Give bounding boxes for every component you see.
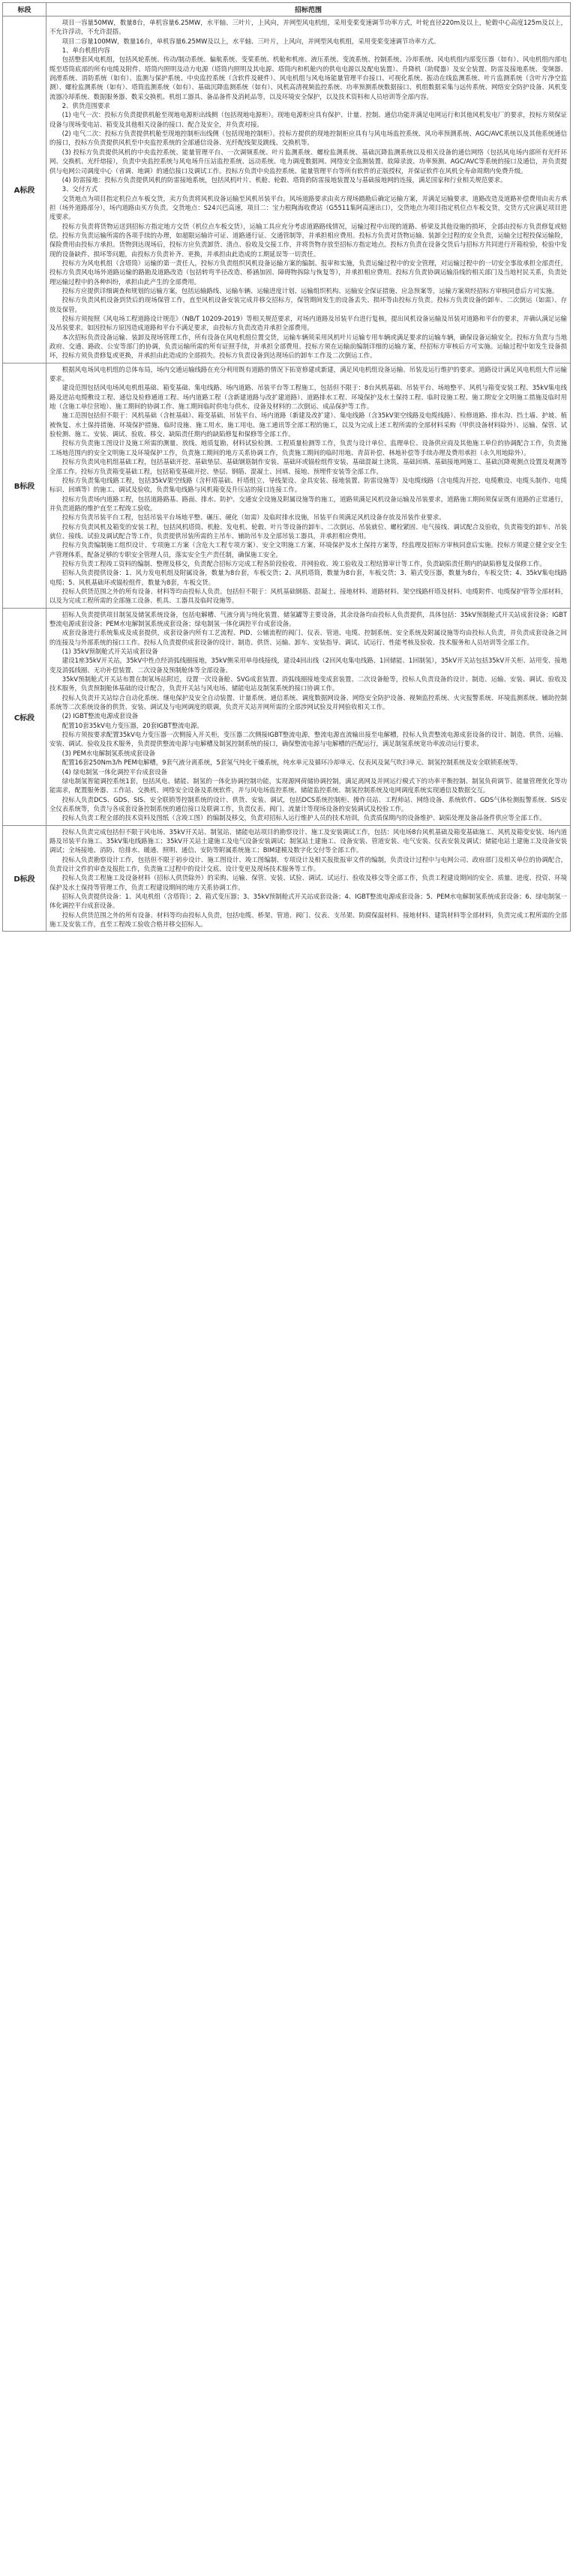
scope-paragraph: (1) 电气一次：投标方负责提供机舱至现地电源柜出线侧（包括现地电源柜）。现地电源柜应具有保护、计量、控制、通信功能并满足电网运行和其他风机发电厂的要求，投标方须保证设备与现场变电站、箱变及其他相关设备的接口、配合及安全，并负责对接。 [50, 111, 567, 128]
scope-paragraph: (2) 电气二次：投标方负责提供机舱至现地控制柜出线侧（包括现地控制柜）。投标方提供的现地控制柜应具有与风电场监控系统、风功率预测系统、AGC/AVC系统以及其他系统通信的接口，投标方负责提供风机至中央监控系统的全部通信设备、光纤配线架及跳线、交换机等。 [50, 130, 567, 147]
scope-paragraph: 配置10套35kV电力变压器，20套IGBT整流电源。 [62, 721, 203, 729]
scope-paragraph: 根据风电场风电机组的总体布局，场内交通运输线路在充分利用既有道路的情况下拓宽修建或新建，满足风电机组设备运输、吊装及运行维护的要求。道路设计满足风电机组大件运输要求。 [50, 365, 567, 383]
scope-paragraph: 施工范围包括但不限于：风机基础（含桩基础）、箱变基础、吊装平台、场内道路（新建及改扩建）、集电线路（含35kV架空线路及电缆线路）、检修道路、排水沟、挡土墙、护坡、植被恢复、水土保持措施、环境保护措施、临时设施、施工用水、施工用电、施工通讯等全部工程的施工，以及为完成上述工程所需的全部材料采购（甲供设备材料除外）、运输、保管、试验检测、施工、安装、调试、验收、移交、缺陷责任期内的缺陷修复和保修等全部工作。 [50, 411, 567, 438]
scope-paragraph: 投标人供货范围之外的所有设备、材料等均由投标人负责。包括但不限于：风机基础钢筋、混凝土、接地材料、道路材料、架空线路杆塔及材料、电缆附件、电缆保护管等全部材料，以及为完成工程所需的全部施工设备、机具、工器具及临时设施等。 [50, 587, 567, 605]
table-row [3, 16, 571, 364]
scope-cell [46, 608, 571, 825]
scope-paragraph: 投标方负责施工图设计及施工所需的测量、放线、地质复勘、材料试验检测、工程质量检测等工作，负责与设计单位、监理单位、设备供应商及其他施工单位的协调配合工作，负责施工场地范围内的安全文明施工及环境保护工作，负责施工期间的地方关系协调工作，负责施工期间的临时用地、青苗补偿、林地补偿等手续办理及费用承担（永久用地除外）。 [50, 439, 567, 456]
tender-document [2, 2, 571, 932]
scope-paragraph: 投标方负责风机设备到货后的现场保管工作，直至风机设备安装完成并移交招标方，保管期间发生的设备丢失、损坏等由投标方负责。投标方负责设备的卸车、二次倒运（如需）、存放及保管。 [50, 296, 567, 313]
scope-paragraph: 本次招标负责设备运输、装卸及现场管理工作，所有设备在风电机组位置交货，运输车辆须采用风机叶片运输专用车辆或满足要求的运输车辆，确保设备运输安全。投标方负责与当地政府、交通、路政、公安等部门的协调，负责运输所需的所有证照手续，并承担全部费用。投标方须在运输前编制详细的运输方案，经招标方审核后方可实施。运输过程中如发生设备损坏，投标方须负责修复或更换，并承担由此造成的全部损失。投标方负责设备到达现场后的卸车工作及二次倒运工作。 [50, 333, 567, 360]
scope-paragraph: 招标人负责提供设备：1、风电机组（含塔筒）；2、箱式变压器；3、35kV预制舱式开关站成套设备；4、IGBT整流电源成套设备；5、PEM水电解制氢系统成套设备；6、绿电制氢一体化调控平台成套设备。 [50, 892, 567, 910]
scope-paragraph: 投标方为风电机组（含塔筒）运输的第一责任人，投标方负责组织风机设备运输方案的编制、报审和实施，负责运输过程中的安全管理，对运输过程中的一切安全事故承担全部责任。投标方负责风电场外道路运输的路勘及道路改造（包括转弯半径改造、桥涵加固、障碍物拆除与恢复等），并承担相应费用。投标方负责协调运输沿线的相关部门及当地村民关系，负责处理运输过程中的各种纠纷，承担由此产生的全部费用。 [50, 259, 567, 286]
scope-paragraph: 建设1座35kV开关站，35kV中性点经消弧线圈接地，35kV侧采用单母线接线，建设4回出线（2回风电集电线路、1回储能、1回制氢），35kV开关站包括35kV开关柜、站用变、接地变及消弧线圈、无功补偿装置、二次设备及预制舱体等全部设备。 [50, 657, 567, 674]
scope-paragraph: 投标方应提供详细调查和规划的运输方案，包括运输路线、运输车辆、运输进度计划、运输组织机构、运输安全保证措施、应急预案等，运输方案须经招标方审核同意后方可实施。 [62, 286, 559, 295]
scope-paragraph: 投标方负责编制施工组织设计、专项施工方案（含危大工程专项方案）、安全文明施工方案、环境保护及水土保持方案等，经监理及招标方审核同意后实施。投标方须建立健全安全生产管理体系，配备足够的专职安全管理人员，落实安全生产责任制，确保施工安全。 [50, 541, 567, 558]
segment-label: B标段 [3, 363, 46, 608]
scope-paragraph: 投标方须按要求配置35kV电力变压器一次侧接入开关柜，变压器二次侧接IGBT整流电源，整流电源直流输出接至电解槽，投标人负责整流电源成套设备的设计、制造、供货、运输、安装、调试、验收及技术服务，负责提供整流电源与电解槽及制氢控制系统的接口，确保整流电源与电解槽的匹配运行，满足制氢系统宽功率波动运行要求。 [50, 731, 567, 748]
scope-paragraph: 投标方负责工程竣工资料的编制、整理及移交，负责配合招标方完成工程各阶段验收、并网验收、竣工验收及工程结算审计等工作，负责缺陷责任期内的缺陷修复及保修工作。 [62, 559, 546, 567]
table-row [3, 363, 571, 608]
scope-paragraph: 包括整套风电机组，包括风轮系统、传动/制动系统、偏航系统、变桨系统、机舱和机座、液压系统、变流系统、控制系统、冷却系统、风电机组内部变压器（如有）、风电机组内部电缆至塔筒底部的所有电缆及附件、塔筒内照明及动力电源（塔筒内照明及其电源、塔筒内和机舱内的供电电源以及配电装置）、升降机（助爬器）及安全装置、防雷及接地系统、变频器、润滑系统、消防系统（如有）、监测与保护系统、中央监控系统（含软件及硬件）、风电机组与风电场能量管理平台接口、可视化系统、振动在线监测系统、叶片监测系统（含叶片净空监测）、螺栓监测系统（如有）、塔筒监测系统（如有）、基础沉降监测系统（如有）、风机高清视频监控系统、功率预测系统数据接口、机组数据采集与远传系统、网络安全防护设备、风机变流器冷却系统、数据服务器、数采交换机、机组工器具、备品备件及消耗品等，以及环境安全保护，以及技术资料和人员培训等全部内容。 [50, 55, 567, 100]
header-scope: 招标范围 [46, 3, 571, 16]
scope-paragraph: 投标人供货范围之外的所有设备、材料等均由投标人负责，包括电缆、桥架、管道、阀门、仪表、支吊架、防腐保温材料、接地材料、建筑材料等全部材料，负责完成工程所需的全部施工及安装工作，直至工程竣工验收合格并移交招标人。 [50, 911, 567, 928]
scope-paragraph: 配置16套250Nm3/h PEM电解槽，9套气液分离系统，5套氢气纯化干燥系统，纯水单元及循环冷却单元、仪表风及氮气吹扫单元、制氢控制系统及安全联锁系统等。 [62, 758, 522, 767]
scope-paragraph: 招标人负责提供设备：1、风力发电机组及附属设备，数量为8台套，车板交货；2、风机塔筒，数量为8台套，车板交货；3、箱式变压器，数量为8台，车板交货；4、35kV集电线路电缆；5、风机基础环或锚栓组件，数量为8套，车板交货。 [50, 569, 567, 586]
table-header-row [3, 3, 571, 16]
scope-cell [46, 16, 571, 364]
scope-paragraph: 投标方负责吊装平台工程，包括吊装平台场地平整、碾压、硬化（如需）及临时排水设施，吊装平台须满足风机设备存放及吊装作业要求。 [62, 513, 446, 522]
scope-paragraph: 招标人负责提供项目制氢及储氢系统设备，包括电解槽、气液分离与纯化装置、储氢罐等主要设备，其余设备均由投标人负责提供，具体包括：35kV预制舱式开关站成套设备；IGBT整流电源成套设备；PEM水电解制氢系统成套设备；绿电制氢一体化调控平台成套设备。 [50, 610, 567, 627]
scope-paragraph: 投标人负责DCS、GDS、SIS、安全联锁等控制系统的设计、供货、安装、调试，包括DCS系统控制柜、操作员站、工程师站、网络设备、系统软件、GDS气体检测报警系统、SIS安全仪表系统等，负责与各成套设备控制系统的通信接口及联调工作，负责仪表、阀门、流量计等现场设备的安装调试及校验工作。 [50, 795, 567, 812]
scope-paragraph: (2) IGBT整流电源成套设备 [62, 712, 139, 720]
scope-paragraph: 交货地点为项目指定机位点车板交货，卖方负责将风机设备运输至风机吊装平台。风场道路要求由卖方现场踏勘后确定运输方案，并满足运输要求，道路改造及道路补偿费用由卖方承担（场外道路部分），场内道路由买方负责。交货地点：S24兴巴高速，项目二：宝力根陶海收费站（G5511集阿高速出口），交货地点为项目指定机位点车板交货，交货方式应满足项目进度要求。 [50, 194, 567, 221]
scope-paragraph: (3) PEM水电解制氢系统成套设备 [62, 749, 156, 757]
scope-paragraph: 绿电制氢智能调控系统1套，包括风电、储能、制氢的一体化协调控制功能，实现源网荷储协调控制，满足离网及并网运行模式下的功率平衡控制、制氢负荷调节、能量管理优化等功能需求，配置服务器、工作站、交换机、网络安全设备及系统软件，并与风电场监控系统、储能监控系统、制氢控制系统及电网调度系统实现通信及数据交互。 [50, 776, 567, 794]
scope-paragraph: 项目一容量50MW，数量8台，单机容量6.25MW，水平轴、三叶片，上风向，并网型风电机组，采用变桨变速调节功率方式，叶轮直径220m及以上，轮毂中心高度125m及以上，不允许浮动，不允许混搭。 [50, 19, 567, 36]
scope-paragraph: 投标方负责将货物运送到招标方指定地方交货（机位点车板交货），运输工具应充分考虑道路路线情况，运输过程中出现的道路、桥梁及其他设施的损坏，全部由投标方负责修复或赔偿。投标方负责运输所需的各项手续的办理，如超限运输许可证、道路通行证、交通管制等，并承担相应费用。投标方负责对货物运输、装卸全过程的安全负责，运输全过程投保运输险，保险费用由投标方承担。货物到达现场后，投标方应负责卸货、清点、验收及交接工作，并将货物存放至招标方指定地点。投标方负责在设备交货后与招标方共同进行开箱检验，检验中发现的设备缺件、损坏等问题，由投标方负责补齐、更换，并承担由此造成的工期延误等一切责任。 [50, 222, 567, 258]
segment-label: C标段 [3, 608, 46, 825]
tender-scope-table [2, 2, 571, 932]
scope-paragraph: 投标人负责勘察设计工作，包括但不限于初步设计、施工图设计、竣工图编制、专项设计及相关报批报审文件的编制，负责设计过程中与电网公司、政府部门及相关单位的协调配合，负责设计文件的审查及报批工作，负责施工过程中的设计交底、设计变更及现场技术服务等工作。 [50, 855, 567, 872]
scope-paragraph: 投标人负责开关站综合自动化系统、继电保护及安全自动装置、计量系统、通信系统、调度数据网设备、网络安全防护设备、视频监控系统、火灾报警系统、环境监测系统、辅助控制系统等二次系统设备的供货、安装、调试及与电网调度的联调，负责开关站并网所需的全部涉网试验及并网验收相关工作。 [50, 693, 567, 711]
scope-paragraph: (4) 绿电制氢一体化调控平台成套设备 [62, 767, 167, 776]
segment-label: A标段 [3, 16, 46, 364]
scope-paragraph: 投标方负责场内道路工程，包括道路路基、路面、排水、防护、交通安全设施及附属设施等的施工，道路须满足风机设备运输及吊装要求，道路施工期间须保证既有道路的正常通行，并负责道路的维护直至工程竣工验收。 [50, 495, 567, 512]
scope-paragraph: 35kV预制舱式开关站布置在制氢场站附近，设置一次设备舱、SVG成套装置、消弧线圈接地变成套装置、二次设备舱等，投标人负责设备的设计、制造、运输、安装、调试、验收及技术服务，负责预制舱体基础的设计配合，负责开关站与风电场、储能电站及制氢系统的接口协调工作。 [50, 675, 567, 693]
scope-paragraph: 项目二容量100MW，数量16台，单机容量6.25MW及以上，水平轴、三叶片，上风向，并网型风电机组，采用变桨变速调节功率方式。 [62, 37, 440, 45]
scope-paragraph: 2、供货范围要求 [62, 102, 110, 110]
scope-paragraph: 投标方须按照《风电场工程道路设计规范》（NB/T 10209-2019）等相关规范要求，对场内道路及吊装平台进行复核，提出风机设备运输及吊装对道路和平台的要求，并确认满足运输及吊装要求。如因投标方原因造成道路和平台不满足要求，由投标方负责改造并承担全部费用。 [50, 315, 567, 332]
scope-paragraph: 成套设备进行系统集成及成套提供，成套设备内所有工艺流程、PID、公辅流程的阀门、仪表、管道、电缆、控制系统、安全系统及附属设施等均由投标人负责，并负责成套设备之间的连接及与外部系统的接口工作。投标人负责提供成套设备的设计、制造、供货、运输、卸车、安装指导、调试、试运行、性能考核及验收、技术服务和人员培训等全部工作。 [50, 629, 567, 646]
scope-paragraph: 3、交付方式 [62, 185, 98, 193]
scope-paragraph: (4) 防雷接地：投标方负责提供风机的防雷接地系统，包括风机叶片、机舱、轮毂、塔筒的防雷接地装置及与基础接地网的连接，满足国家和行业相关规范要求。 [62, 175, 507, 184]
scope-paragraph: 1、单台机组内容 [62, 46, 110, 55]
scope-cell [46, 825, 571, 932]
scope-paragraph: 投标人负责完成包括但不限于风电场、35kV开关站、制氢站、储能电站项目的勘察设计、施工及安装调试工作，包括：风电场8台风机基础及箱变基础施工、风机及箱变安装、场内道路及吊装平台施工、35kV集电线路施工；35kV开关站土建施工及电气设备安装调试；制氢站土建施工、设备安装、管道安装、电气安装、仪表安装及调试；储能电站土建施工及设备安装调试；全场接地、消防、给排水、暖通、照明、通信、安防等附属系统施工；BIM建模及数字化交付等全部工作。 [50, 827, 567, 854]
scope-paragraph: 投标人负责工程全部的技术资料及图纸（含竣工图）的编制及移交，负责对招标人运行维护人员的技术培训，负责质保期内的设备维护、缺陷处理及备品备件供应等全部工作。 [62, 814, 546, 822]
scope-cell [46, 363, 571, 608]
scope-paragraph: 投标人负责工程施工及设备材料（招标人供货除外）的采购、运输、保管、安装、试验、调试、试运行、验收及移交等全部工作，负责工程建设期间的安全、质量、进度、投资、环境保护及水土保持等管理工作，负责工程建设期间的地方关系协调工作。 [50, 874, 567, 891]
header-segment: 标段 [3, 3, 46, 16]
scope-paragraph: (3) 投标方负责提供风机的中央监控系统、能量管理平台、一次调频系统、叶片监测系统、螺栓监测系统、基础沉降监测系统以及相关设备的通信网络（包括风电场内部所有光纤环网、交换机、光纤熔接），负责中央监控系统与风电场升压站监控系统、远动系统、电力调度数据网、网络安全监测装置、故障录波、功率预测、AGC/AVC等系统的接口及通信，并负责提供与电网公司调度中心（省调、地调）的通信接口及调试工作。投标方负责中央监控系统、能量管理平台等所有软件的正版授权，并保证软件在风机全寿命周期内免费升级。 [50, 148, 567, 175]
scope-paragraph: 投标方负责风机及箱变的安装工程，包括风机塔筒、机舱、发电机、轮毂、叶片等设备的卸车、二次倒运、吊装就位、螺栓紧固、电气接线、调试配合及验收，负责箱变的卸车、吊装就位、接线、试验及调试配合等工作，负责提供吊装所需的主吊车、辅助吊车及全部吊装工器具，并承担相应费用。 [50, 522, 567, 540]
segment-label: D标段 [3, 825, 46, 932]
scope-paragraph: 投标方负责风电机组基础工程，包括基础开挖、基础垫层、基础钢筋制作安装、基础环或锚栓组件安装、基础混凝土浇筑、基础回填、基础接地网施工、基础沉降观测点设置及观测等全部工作。投标方负责箱变基础工程，包括箱变基础开挖、垫层、钢筋、混凝土、回填、接地、预埋件安装等全部工作。 [50, 458, 567, 475]
scope-paragraph: 投标方负责集电线路工程，包括35kV架空线路（含杆塔基础、杆塔组立、导线架设、金具安装、接地装置、防雷设施等）及电缆线路（含电缆沟开挖、电缆敷设、电缆头制作、电缆标识、回填等）的施工、调试及验收，负责集电线路与风机箱变及升压站的接口连接工作。 [50, 476, 567, 494]
scope-paragraph: 建设范围包括风电场风电机组基础、箱变基础、集电线路、场内道路、吊装平台等工程施工，包括但不限于：8台风机基础、吊装平台、场地整平、风机与箱变安装工程、35kV集电线路及进站电缆敷设工程、通信及检修通道工程、场内道路工程（含新建道路与改扩建道路）、道路排水工程、环境保护及水土保持工程、临时设施工程、施工期安全文明施工措施及临时用地（含施工单位营地）、施工期间的协调工作、施工期间临时供电与供水、设备及材料的二次倒运、成品保护等工作。 [50, 384, 567, 411]
table-body [3, 16, 571, 932]
table-row [3, 608, 571, 825]
table-row [3, 825, 571, 932]
scope-paragraph: (1) 35kV预制舱式开关站成套设备 [62, 648, 158, 656]
